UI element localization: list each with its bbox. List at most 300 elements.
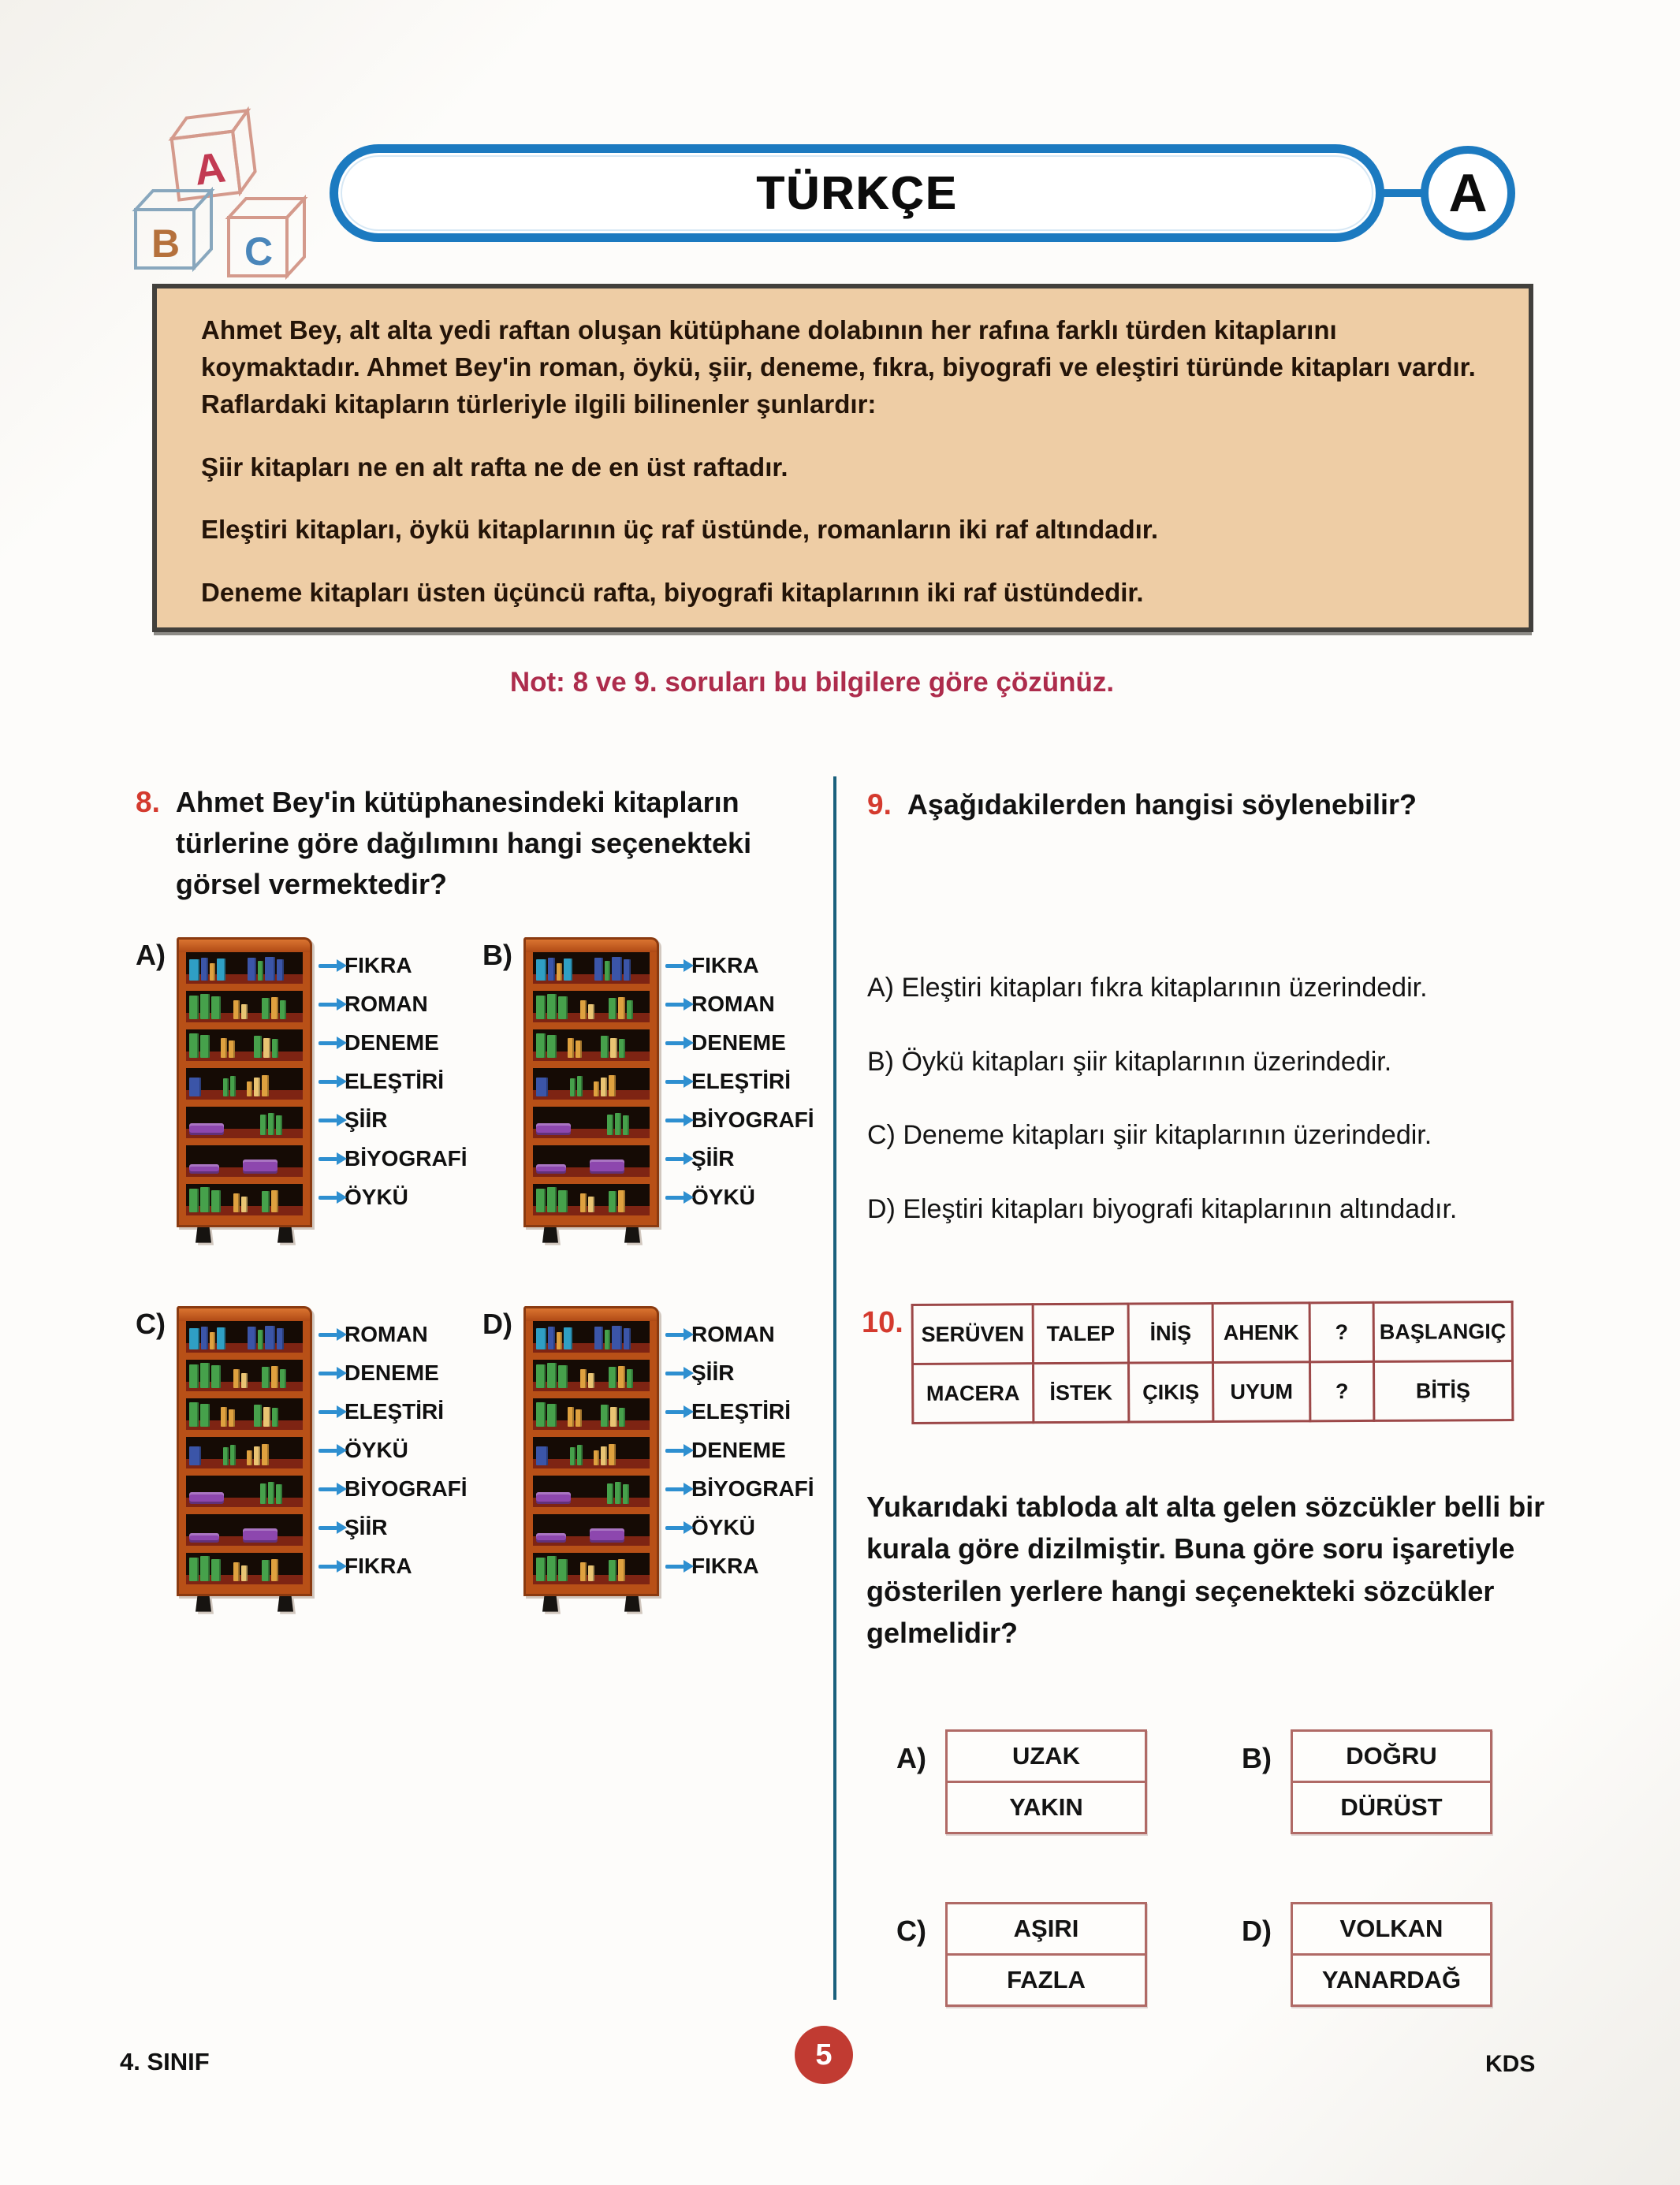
book xyxy=(189,1402,199,1427)
bookshelf-top-board xyxy=(177,937,312,952)
option-letter: C) xyxy=(136,1307,166,1340)
arrow-right-icon xyxy=(665,1003,684,1007)
bookshelf-shelf xyxy=(186,991,303,1022)
book xyxy=(610,1038,617,1057)
word-box xyxy=(945,1902,1147,2007)
book xyxy=(230,1076,236,1096)
books-row xyxy=(189,1361,300,1388)
book xyxy=(258,961,263,980)
book xyxy=(254,1446,260,1465)
book xyxy=(627,1369,633,1388)
book xyxy=(536,1033,546,1058)
shelf-label: BİYOGRAFİ xyxy=(345,1146,467,1171)
block-letter-b: B xyxy=(151,221,181,266)
shelf-label-row xyxy=(318,1316,467,1354)
shelf-labels xyxy=(665,1316,814,1586)
shelf-label: BİYOGRAFİ xyxy=(345,1476,467,1502)
shelf-label: ŞİİR xyxy=(345,1107,388,1133)
shelf-label: FIKRA xyxy=(691,1554,759,1579)
arrow-right-icon xyxy=(318,1372,337,1375)
book xyxy=(262,1367,270,1388)
book xyxy=(619,1408,625,1426)
bookshelf-shelf xyxy=(533,1437,650,1468)
book xyxy=(277,1328,284,1349)
arrow-right-icon xyxy=(665,1041,684,1045)
book xyxy=(189,1328,199,1349)
q8-option-a[interactable] xyxy=(136,937,482,1243)
book xyxy=(265,1326,275,1349)
book xyxy=(230,1445,236,1465)
shelf-label: BİYOGRAFİ xyxy=(691,1107,814,1133)
book xyxy=(601,1036,609,1057)
bookshelf-shelf xyxy=(533,1184,650,1215)
arrow-right-icon xyxy=(318,1449,337,1453)
book xyxy=(558,1365,568,1388)
section-letter-badge xyxy=(1421,146,1515,240)
bookshelf-graphic xyxy=(523,937,659,1243)
bookshelf-shelf xyxy=(533,1514,650,1546)
arrow-right-icon xyxy=(665,1157,684,1161)
book xyxy=(272,1039,278,1057)
book xyxy=(558,1559,568,1581)
shelf-label-row xyxy=(318,985,467,1024)
book xyxy=(618,1190,625,1212)
book xyxy=(594,1081,599,1096)
book xyxy=(271,1366,278,1388)
info-paragraph: Ahmet Bey, alt alta yedi raftan oluşan kütüphane dolabının her rafına farklı türden kitaplarını koymaktadır. Ahmet Bey'in roman, öykü, şiir, deneme, fıkra, biyografi ve eleştiri türünde kitapları vardır. Raflardaki kitapların türleriyle ilgili bilinenler şunlardır: xyxy=(201,315,1476,419)
book xyxy=(547,1556,557,1580)
book xyxy=(609,1367,616,1388)
books-row xyxy=(536,1439,646,1465)
book xyxy=(612,1326,622,1349)
question-9 xyxy=(867,784,1589,1266)
book xyxy=(201,1327,208,1349)
book xyxy=(271,1190,278,1212)
bookshelf-shelf xyxy=(533,1398,650,1430)
books-row xyxy=(536,1516,646,1543)
book xyxy=(243,1160,278,1174)
book xyxy=(619,1039,625,1057)
book xyxy=(536,1558,546,1581)
book xyxy=(609,1560,616,1581)
word-cell: FAZLA xyxy=(948,1953,1145,2004)
book xyxy=(588,1565,594,1581)
shelf-label: ELEŞTİRİ xyxy=(345,1399,445,1424)
book xyxy=(580,1369,587,1388)
shelf-label-row xyxy=(318,1393,467,1431)
books-row xyxy=(189,1147,300,1174)
book xyxy=(557,1332,562,1349)
book xyxy=(547,994,557,1018)
q8-option-b[interactable] xyxy=(482,937,829,1243)
book xyxy=(536,1189,546,1212)
book xyxy=(280,1369,286,1388)
shelf-label-row xyxy=(318,1509,467,1547)
question-8 xyxy=(136,782,829,1612)
word-cell: DÜRÜST xyxy=(1293,1781,1490,1832)
shelf-label-row xyxy=(665,1509,814,1547)
book xyxy=(189,1164,219,1174)
books-row xyxy=(536,992,646,1019)
shelf-label: DENEME xyxy=(345,1361,439,1386)
book xyxy=(262,1560,270,1581)
book xyxy=(189,1533,219,1543)
page-number: 5 xyxy=(815,2038,833,2071)
book xyxy=(233,1369,240,1388)
arrow-right-icon xyxy=(665,1196,684,1200)
book xyxy=(547,1363,557,1387)
book xyxy=(576,1409,582,1426)
footer-kds-label: KDS xyxy=(1485,2051,1536,2077)
shelf-labels xyxy=(665,947,814,1217)
bookshelf-shelf xyxy=(533,1145,650,1177)
books-row xyxy=(189,1400,300,1427)
arrow-right-icon xyxy=(318,1119,337,1122)
book xyxy=(536,996,546,1019)
book xyxy=(615,1113,621,1135)
shelf-label-row xyxy=(665,1101,814,1140)
bookshelf-shelf xyxy=(186,1068,303,1100)
book xyxy=(570,1078,576,1096)
book xyxy=(200,1035,210,1058)
book xyxy=(189,1033,199,1058)
arrow-right-icon xyxy=(318,1410,337,1414)
word-pairs-table xyxy=(911,1301,1513,1424)
book xyxy=(247,1081,252,1096)
word-cell: AŞIRI xyxy=(1013,1915,1079,1943)
arrow-right-icon xyxy=(318,964,337,968)
book xyxy=(221,1038,227,1057)
book xyxy=(624,959,631,981)
book xyxy=(241,1197,248,1212)
books-row xyxy=(189,1323,300,1349)
book xyxy=(217,958,225,980)
bookshelf-shelf xyxy=(186,1360,303,1391)
shelf-label: ROMAN xyxy=(691,992,775,1017)
book xyxy=(558,996,568,1019)
table-cell: UYUM xyxy=(1213,1362,1309,1422)
book xyxy=(210,1332,215,1349)
shelf-label-row xyxy=(318,1063,467,1101)
book xyxy=(254,1078,260,1096)
book xyxy=(594,1450,599,1465)
info-box xyxy=(152,284,1533,632)
shelf-label-row xyxy=(665,1393,814,1431)
bookshelf-shelf xyxy=(186,1476,303,1507)
shelf-label: DENEME xyxy=(691,1030,786,1055)
book xyxy=(536,1328,546,1349)
table-cell: İNİŞ xyxy=(1128,1303,1213,1363)
q8-option-c[interactable] xyxy=(136,1306,482,1612)
shelf-label-row xyxy=(665,985,814,1024)
q9-option[interactable]: A) Eleştiri kitapları fıkra kitaplarının üzerindedir. xyxy=(867,973,1428,1003)
bookshelf-shelf xyxy=(186,1145,303,1177)
bookshelf-legs xyxy=(523,1227,659,1243)
book xyxy=(536,1364,546,1388)
books-row xyxy=(536,1147,646,1174)
book xyxy=(247,1450,252,1465)
page-title: TÜRKÇE xyxy=(756,166,958,220)
book xyxy=(601,1405,609,1426)
book xyxy=(564,958,572,980)
shelf-label-row xyxy=(665,1547,814,1586)
bookshelf-graphic xyxy=(177,937,312,1243)
book xyxy=(588,1004,594,1019)
book xyxy=(200,1404,210,1427)
books-row xyxy=(536,1477,646,1504)
shelf-label-row xyxy=(665,1316,814,1354)
book xyxy=(200,994,210,1018)
book xyxy=(189,1078,201,1096)
book xyxy=(536,1446,548,1465)
shelf-label: FIKRA xyxy=(691,953,759,978)
table-cell: BAŞLANGIÇ xyxy=(1373,1302,1512,1362)
book xyxy=(548,958,555,981)
books-row xyxy=(536,1070,646,1096)
q9-option[interactable]: D) Eleştiri kitapları biyografi kitaplarının altındadır. xyxy=(867,1193,1458,1224)
question-9-head xyxy=(867,784,1589,825)
block-letter-a: A xyxy=(192,143,229,195)
question-10-head xyxy=(862,1302,1611,1423)
book xyxy=(217,1327,225,1349)
q9-option[interactable]: C) Deneme kitapları şiir kitaplarının üzerindedir. xyxy=(867,1120,1432,1151)
book xyxy=(601,1078,607,1096)
table-cell: TALEP xyxy=(1033,1304,1128,1364)
bookshelf-shelf xyxy=(533,1553,650,1584)
book xyxy=(254,1405,262,1426)
book xyxy=(580,1562,587,1580)
table-row xyxy=(912,1302,1512,1364)
shelf-labels xyxy=(318,1316,467,1586)
shelf-label-row xyxy=(318,1547,467,1586)
table-cell: AHENK xyxy=(1213,1303,1309,1363)
question-8-head xyxy=(136,782,829,906)
bookshelf-top-board xyxy=(523,1306,659,1321)
book xyxy=(211,1559,221,1581)
book xyxy=(223,1447,229,1465)
shelf-label: FIKRA xyxy=(345,1554,412,1579)
book xyxy=(262,1075,269,1096)
book xyxy=(594,1327,603,1349)
arrow-right-icon xyxy=(318,1041,337,1045)
shelf-label-row xyxy=(665,1470,814,1509)
book xyxy=(262,1191,270,1212)
book xyxy=(536,1123,571,1135)
book xyxy=(601,1446,607,1465)
q10-option-a[interactable] xyxy=(896,1729,1242,1834)
info-paragraph: Deneme kitapları üsten üçüncü rafta, biyografi kitaplarının iki raf üstündedir. xyxy=(201,578,1144,608)
header-banner xyxy=(330,144,1384,242)
shelf-label-row xyxy=(665,1063,814,1101)
bookshelf-shelf xyxy=(533,1360,650,1391)
book xyxy=(609,1075,616,1096)
shelf-label: ŞİİR xyxy=(345,1515,388,1540)
shelf-label: BİYOGRAFİ xyxy=(691,1476,814,1502)
book xyxy=(607,1115,613,1135)
bookshelf-graphic xyxy=(523,1306,659,1612)
book xyxy=(588,1373,594,1388)
question-10 xyxy=(862,1302,1611,2007)
book xyxy=(536,1492,571,1504)
shelf-label-row xyxy=(318,1178,467,1217)
bookshelf-shelf xyxy=(186,1107,303,1138)
book xyxy=(618,1559,625,1580)
book xyxy=(536,1533,566,1543)
footer-grade-label: 4. SINIF xyxy=(120,2048,210,2075)
arrow-right-icon xyxy=(318,1565,337,1569)
info-paragraph: Şiir kitapları ne en alt rafta ne de en üst raftadır. xyxy=(201,452,788,482)
bookshelf-body xyxy=(177,1321,312,1596)
arrow-right-icon xyxy=(665,1449,684,1453)
shelf-label: ŞİİR xyxy=(691,1146,735,1171)
note-text: Not: 8 ve 9. soruları bu bilgilere göre çözünüz. xyxy=(509,667,1115,698)
book xyxy=(262,998,270,1019)
book xyxy=(536,1164,566,1174)
shelf-label: DENEME xyxy=(345,1030,439,1055)
question-number: 10. xyxy=(862,1306,903,1339)
q10-option-c[interactable] xyxy=(896,1902,1242,2007)
book xyxy=(211,1190,221,1212)
book xyxy=(189,1364,199,1388)
shelf-label-row xyxy=(318,1101,467,1140)
arrow-right-icon xyxy=(665,1410,684,1414)
q9-option[interactable]: B) Öykü kitapları şiir kitaplarının üzerindedir. xyxy=(867,1046,1392,1077)
books-row xyxy=(536,1186,646,1212)
bookshelf-shelf xyxy=(533,1029,650,1061)
table-row xyxy=(912,1361,1512,1424)
shelf-label-row xyxy=(665,1024,814,1063)
page-number-badge xyxy=(795,2026,853,2084)
book xyxy=(200,1556,210,1580)
arrow-right-icon xyxy=(318,1080,337,1084)
book xyxy=(189,1446,201,1465)
shelf-label-row xyxy=(318,1470,467,1509)
book xyxy=(605,1330,610,1349)
q10-option-b[interactable] xyxy=(1242,1729,1587,1834)
option-letter: C) xyxy=(896,1915,926,1948)
shelf-label: ELEŞTİRİ xyxy=(345,1069,445,1094)
book xyxy=(265,957,275,981)
book xyxy=(618,1366,625,1388)
book xyxy=(558,1190,568,1212)
book xyxy=(576,1040,582,1057)
arrow-right-icon xyxy=(665,1565,684,1569)
book xyxy=(241,1565,248,1581)
bookshelf-legs xyxy=(177,1596,312,1612)
bookshelf-shelf xyxy=(186,952,303,984)
option-letter: A) xyxy=(136,938,166,971)
bookshelf-body xyxy=(523,1321,659,1596)
arrow-right-icon xyxy=(665,1526,684,1530)
table-cell: MACERA xyxy=(912,1364,1033,1424)
shelf-label-row xyxy=(665,1354,814,1393)
books-row xyxy=(189,954,300,981)
word-cell: DOĞRU xyxy=(1346,1742,1437,1770)
book xyxy=(580,1193,587,1212)
book xyxy=(276,1484,282,1503)
arrow-right-icon xyxy=(665,964,684,968)
books-row xyxy=(189,1554,300,1581)
book xyxy=(564,1327,572,1349)
bookshelf-shelf xyxy=(186,1398,303,1430)
shelf-label-row xyxy=(318,1354,467,1393)
book xyxy=(223,1078,229,1096)
bookshelf-shelf xyxy=(533,1068,650,1100)
book xyxy=(258,1330,263,1349)
bookshelf-top-board xyxy=(523,937,659,952)
book xyxy=(272,1408,278,1426)
book xyxy=(268,1482,274,1504)
question-text: Yukarıdaki tabloda alt alta gelen sözcükler belli bir kurala göre dizilmiştir. Buna göre soru işaretiyle gösterilen yerlere hangi seçenekteki sözcükler gelmelidir? xyxy=(866,1491,1545,1649)
book xyxy=(262,1444,269,1465)
shelf-label: ELEŞTİRİ xyxy=(691,1069,792,1094)
book xyxy=(254,1036,262,1057)
option-letter: A) xyxy=(896,1742,926,1775)
shelf-label-row xyxy=(318,1431,467,1470)
option-letter: D) xyxy=(1242,1915,1272,1948)
shelf-label: ÖYKÜ xyxy=(345,1438,408,1463)
arrow-right-icon xyxy=(665,1080,684,1084)
book xyxy=(241,1004,248,1019)
bookshelf-shelf xyxy=(533,952,650,984)
word-cell: UZAK xyxy=(1011,1742,1081,1770)
q10-option-d[interactable] xyxy=(1242,1902,1587,2007)
question-number: 9. xyxy=(867,788,892,821)
table-cell: ? xyxy=(1309,1361,1373,1420)
q8-option-d[interactable] xyxy=(482,1306,829,1612)
word-cell: YANARDAĞ xyxy=(1293,1953,1490,2004)
question-text: Aşağıdakilerden hangisi söylenebilir? xyxy=(907,788,1417,821)
arrow-right-icon xyxy=(318,1526,337,1530)
shelf-label-row xyxy=(665,1140,814,1178)
question-9-options xyxy=(867,971,1589,1226)
book xyxy=(610,1407,617,1426)
book xyxy=(233,1193,240,1212)
arrow-right-icon xyxy=(665,1487,684,1491)
word-cell: YAKIN xyxy=(948,1781,1145,1832)
book xyxy=(623,1484,629,1503)
book xyxy=(268,1113,274,1135)
book xyxy=(189,1558,199,1581)
book xyxy=(211,996,221,1019)
book xyxy=(233,1562,240,1580)
option-letter: B) xyxy=(482,938,512,971)
books-row xyxy=(536,1361,646,1388)
book xyxy=(271,997,278,1019)
question-8-options xyxy=(136,937,829,1612)
books-row xyxy=(189,1070,300,1096)
word-cell: VOLKAN xyxy=(1339,1915,1443,1943)
book xyxy=(271,1559,278,1580)
books-row xyxy=(536,1108,646,1135)
book xyxy=(263,1407,270,1426)
bookshelf-shelf xyxy=(533,1476,650,1507)
book xyxy=(189,1189,199,1212)
shelf-label: FIKRA xyxy=(345,953,412,978)
book xyxy=(189,996,199,1019)
bookshelf-graphic xyxy=(177,1306,312,1612)
book xyxy=(605,961,610,980)
shelf-label: ÖYKÜ xyxy=(345,1185,408,1210)
books-row xyxy=(536,1323,646,1349)
book xyxy=(547,1187,557,1212)
book xyxy=(580,1000,587,1019)
table-cell: ÇIKIŞ xyxy=(1128,1362,1213,1422)
word-box xyxy=(945,1729,1147,1834)
book xyxy=(201,958,208,981)
bookshelf-shelf xyxy=(186,1321,303,1353)
shelf-label: ŞİİR xyxy=(691,1361,735,1386)
